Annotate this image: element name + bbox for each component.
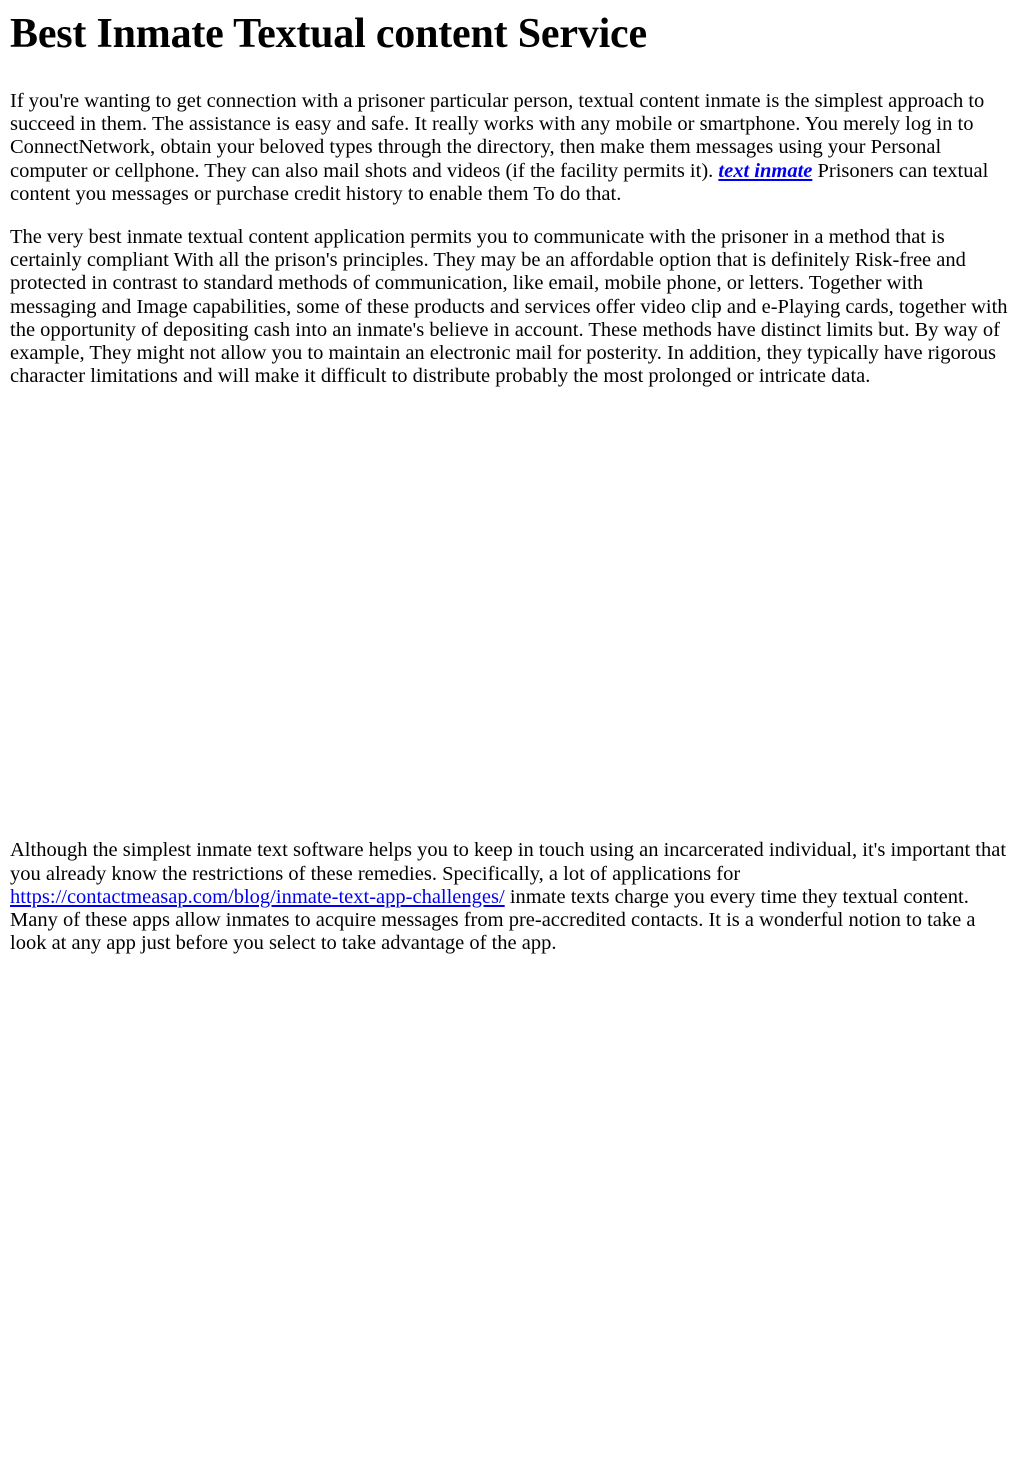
page-title: Best Inmate Textual content Service bbox=[10, 11, 647, 57]
article bbox=[0, 10, 1024, 955]
paragraph-restrictions-text-end: inmate texts charge you every time they textual content. Many of these apps allow inmates to acquire messages from pre-accredited contacts. It is a wonderful notion to take a look at any app just before you select to take advantage of the app. bbox=[10, 885, 976, 955]
paragraph-restrictions bbox=[10, 839, 1014, 955]
paragraph-best-app: The very best inmate textual content application permits you to communicate with the prisoner in a method that is certainly compliant With all the prison's principles. They may be an affordable option that is definitely Risk-free and protected in contrast to standard methods of communication, like email, mobile phone, or letters. Together with messaging and Image capabilities, some of these products and services offer video clip and e-Playing cards, together with the opportunity of depositing cash into an inmate's believe in account. These methods have distinct limits but. By way of example, They might not allow you to maintain an electronic mail for posterity. In addition, they typically have rigorous character limitations and will make it difficult to distribute probably the most prolonged or intricate data. bbox=[10, 226, 1008, 388]
inmate-text-app-challenges-link[interactable]: https://contactmeasap.com/blog/inmate-text-app-challenges/ bbox=[10, 885, 505, 908]
paragraph-restrictions-text-start: Although the simplest inmate text software helps you to keep in touch using an incarcerated individual, it's important that you already know the restrictions of these remedies. Specifically, a lot of applications for bbox=[10, 839, 1007, 885]
text-inmate-link[interactable]: text inmate bbox=[718, 159, 813, 182]
paragraph-intro bbox=[10, 90, 1014, 206]
paragraph-intro-text-end: Prisoners can textual content you messages or purchase credit history to enable them To do that. bbox=[10, 159, 989, 205]
paragraph-intro-text-start: If you're wanting to get connection with a prisoner particular person, textual content inmate is the simplest approach to succeed in them. The assistance is easy and safe. It really works with any mobile or smartphone. You merely log in to ConnectNetwork, obtain your beloved types through the directory, then make them messages using your Personal computer or cellphone. They can also mail shots and videos (if the facility permits it). bbox=[10, 90, 985, 182]
blank-space bbox=[10, 408, 1014, 839]
